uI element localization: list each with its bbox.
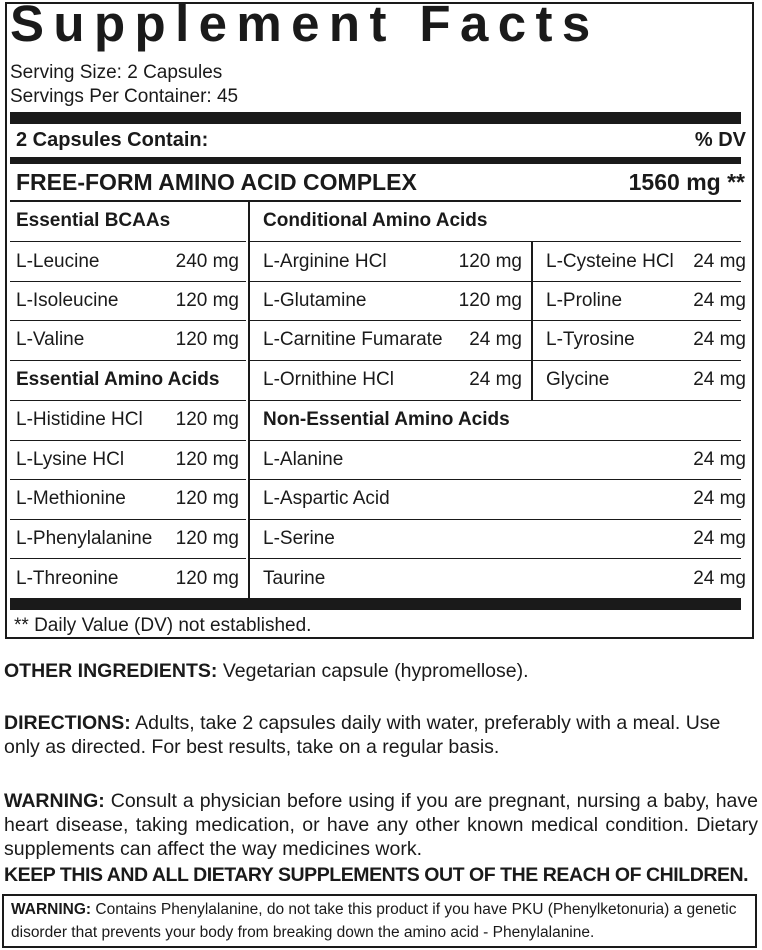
list-item-amount: 120 mg — [175, 449, 239, 470]
row-divider — [10, 558, 246, 559]
row-divider — [10, 281, 246, 282]
list-item-amount: 24 mg — [693, 251, 746, 272]
list-item-name: L-Arginine HCl — [263, 251, 387, 272]
pku-warning-box — [2, 894, 757, 948]
row-divider — [250, 440, 741, 441]
list-item-amount: 120 mg — [175, 568, 239, 589]
row-divider — [250, 479, 741, 480]
list-item-name: L-Isoleucine — [16, 290, 119, 311]
warning-text: Consult a physician before using if you are pregnant, nursing a baby, have heart disease, taking medication, or have any other known medical condition. Dietary supplements can affect the way medicines work. — [4, 790, 758, 860]
list-item-amount: 120 mg — [175, 290, 239, 311]
list-item-amount: 24 mg — [693, 369, 746, 390]
list-item-name: L-Ornithine HCl — [263, 369, 394, 390]
list-item-amount: 24 mg — [469, 369, 522, 390]
keep-out-notice: KEEP THIS AND ALL DIETARY SUPPLEMENTS OUT OF THE REACH OF CHILDREN. — [4, 864, 749, 886]
other-ingredients-text: Vegetarian capsule (hypromellose). — [217, 660, 529, 682]
warning — [4, 789, 758, 861]
row-divider — [250, 400, 741, 401]
essential-amino-acids-heading: Essential Amino Acids — [16, 369, 220, 390]
row-divider — [10, 360, 246, 361]
dv-label: % DV — [694, 129, 746, 151]
list-item-name: L-Threonine — [16, 568, 119, 589]
footnote: ** Daily Value (DV) not established. — [14, 615, 312, 636]
list-item-amount: 120 mg — [458, 251, 522, 272]
row-divider — [10, 320, 246, 321]
pku-warning-text: Contains Phenylalanine, do not take this product if you have PKU (Phenylketonuria) a genetic disorder that prevents your body from breaking down the amino acid - Phenylalanine. — [11, 901, 737, 941]
directions-text: Adults, take 2 capsules daily with water, preferably with a meal. Use only as directed. For best results, take on a regular basis. — [4, 712, 721, 758]
list-item-amount: 24 mg — [693, 488, 746, 509]
list-item-amount: 120 mg — [175, 488, 239, 509]
list-item-amount: 24 mg — [693, 449, 746, 470]
list-item-amount: 24 mg — [693, 290, 746, 311]
list-item-name: Glycine — [546, 369, 610, 390]
list-item-amount: 120 mg — [175, 329, 239, 350]
contain-label: 2 Capsules Contain: — [16, 129, 209, 151]
directions-label: DIRECTIONS: — [4, 712, 131, 734]
row-divider — [10, 519, 246, 520]
row-divider — [10, 241, 246, 242]
list-item-name: L-Serine — [263, 528, 335, 549]
list-item-name: L-Proline — [546, 290, 623, 311]
essential-bcaas-heading: Essential BCAAs — [16, 210, 171, 231]
list-item-name: L-Valine — [16, 329, 85, 350]
list-item-amount: 120 mg — [175, 409, 239, 430]
complex-amount: 1560 mg ** — [628, 169, 745, 195]
divider-thick — [10, 112, 741, 124]
list-item-name: L-Aspartic Acid — [263, 488, 390, 509]
list-item-name: L-Tyrosine — [546, 329, 635, 350]
column-divider-right — [531, 242, 533, 401]
row-divider — [250, 558, 741, 559]
list-item-amount: 24 mg — [693, 568, 746, 589]
conditional-amino-acids-heading: Conditional Amino Acids — [263, 210, 488, 231]
list-item-name: L-Alanine — [263, 449, 344, 470]
list-item-name: L-Leucine — [16, 251, 100, 272]
list-item-amount: 120 mg — [175, 528, 239, 549]
pku-warning-label: WARNING: — [11, 901, 92, 918]
list-item-name: L-Methionine — [16, 488, 126, 509]
row-divider — [250, 241, 741, 242]
row-divider — [250, 519, 741, 520]
row-divider — [10, 479, 246, 480]
list-item-name: L-Phenylalanine — [16, 528, 153, 549]
list-item-name: L-Carnitine Fumarate — [263, 329, 443, 350]
list-item-amount: 24 mg — [469, 329, 522, 350]
divider-complex — [10, 200, 741, 202]
divider-medium — [10, 157, 741, 164]
list-item-name: L-Cysteine HCl — [546, 251, 674, 272]
divider-bottom-thick — [10, 598, 741, 610]
list-item-amount: 120 mg — [458, 290, 522, 311]
other-ingredients-label: OTHER INGREDIENTS: — [4, 660, 218, 682]
servings-per-container: Servings Per Container: 45 — [10, 86, 239, 107]
list-item-amount: 24 mg — [693, 528, 746, 549]
complex-name: FREE-FORM AMINO ACID COMPLEX — [16, 169, 417, 195]
warning-label: WARNING: — [4, 790, 105, 812]
list-item-name: Taurine — [263, 568, 326, 589]
list-item-name: L-Glutamine — [263, 290, 367, 311]
row-divider — [250, 281, 741, 282]
list-item-amount: 240 mg — [175, 251, 239, 272]
row-divider — [10, 440, 246, 441]
row-divider — [10, 400, 246, 401]
non-essential-amino-acids-heading: Non-Essential Amino Acids — [263, 409, 510, 430]
panel-title: Supplement Facts — [10, 0, 600, 52]
list-item-name: L-Histidine HCl — [16, 409, 143, 430]
other-ingredients — [4, 659, 758, 683]
serving-size: Serving Size: 2 Capsules — [10, 62, 223, 83]
list-item-name: L-Lysine HCl — [16, 449, 125, 470]
list-item-amount: 24 mg — [693, 329, 746, 350]
row-divider — [250, 360, 741, 361]
directions — [4, 711, 758, 759]
row-divider — [250, 320, 741, 321]
